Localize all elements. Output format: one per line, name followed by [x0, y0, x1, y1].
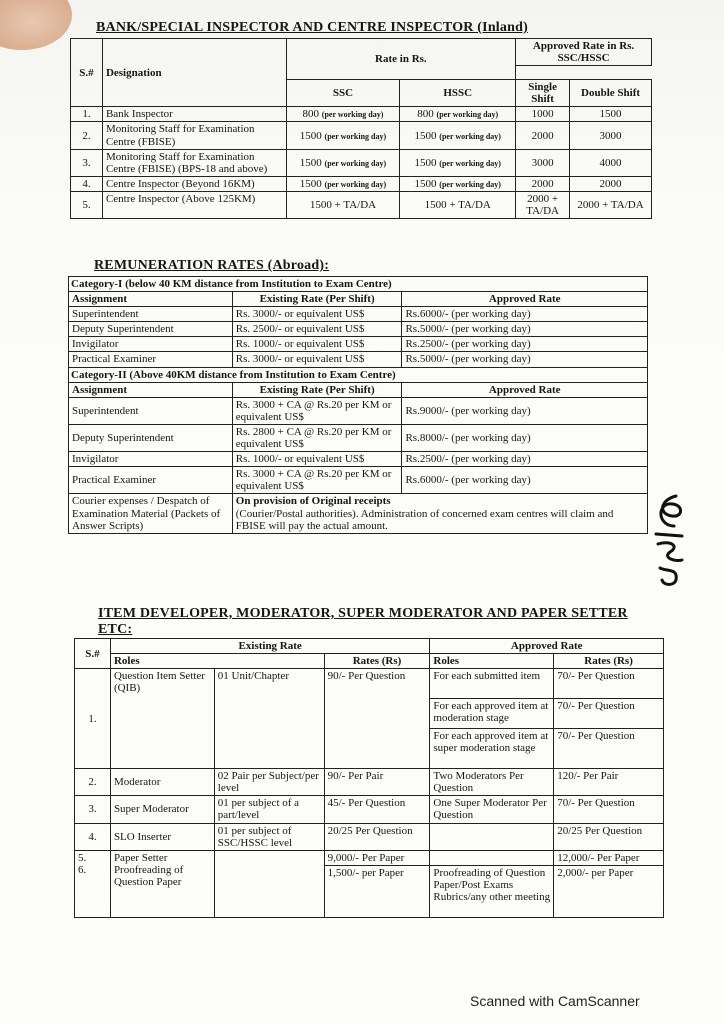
assignment-row	[69, 452, 648, 467]
role-row	[75, 769, 664, 796]
hssc-value: 1500 + TA/DA	[424, 198, 491, 211]
approved-rate-header: Approved Rate	[402, 292, 648, 307]
hssc-rate	[400, 191, 516, 218]
thumb-shadow	[0, 0, 72, 50]
row-sno: 3.	[71, 149, 103, 176]
hssc-value: 1500	[414, 177, 437, 190]
s3-sno-5: 5.	[78, 851, 87, 864]
single-shift-rate: 3000	[516, 149, 570, 176]
role-unit: 01 per subject of SSC/HSSC level	[214, 823, 324, 850]
existing-rate: Rs. 3000 + CA @ Rs.20 per KM or equivalent US$	[232, 467, 402, 494]
paper-setter-role: Paper Setter	[113, 851, 168, 864]
role-rate: 45/- Per Question	[324, 796, 430, 823]
double-shift-rate: 2000	[570, 176, 652, 191]
approved-rate: Rs.5000/- (per working day)	[402, 352, 648, 367]
s3-roles-5-6	[110, 850, 214, 917]
assignment-name: Practical Examiner	[69, 467, 233, 494]
hssc-note: (per working day)	[436, 110, 499, 120]
s3-sno-header: S.#	[75, 639, 111, 669]
single-shift-rate: 2000 + TA/DA	[516, 191, 570, 218]
role-rate: 90/- Per Pair	[324, 769, 430, 796]
ssc-value: 800	[302, 108, 320, 121]
courier-line1: On provision of Original receipts	[235, 495, 391, 508]
row-sno: 1.	[71, 107, 103, 122]
role-approved-rate: 20/25 Per Question	[554, 823, 664, 850]
assignment-name: Invigilator	[69, 337, 233, 352]
double-shift-rate: 3000	[570, 122, 652, 149]
assignment-row	[69, 352, 648, 367]
assignment-name: Superintendent	[69, 307, 233, 322]
ssc-note: (per working day)	[321, 110, 384, 120]
courier-rate	[232, 494, 647, 533]
footer-watermark: Scanned with CamScanner	[470, 993, 640, 1009]
section1-title: BANK/SPECIAL INSPECTOR AND CENTRE INSPECTOR (Inland)	[96, 20, 528, 35]
category-1-heading: Category-I (below 40 KM distance from Institution to Exam Centre)	[69, 277, 648, 292]
approved-rate: Rs.5000/- (per working day)	[402, 322, 648, 337]
approved-rate: Rs.8000/- (per working day)	[402, 424, 648, 451]
hssc-note: (per working day)	[439, 131, 501, 141]
hssc-rate	[400, 122, 516, 149]
qib-role: Question Item Setter (QIB)	[110, 669, 214, 769]
category-2-heading: Category-II (Above 40KM distance from Institution to Exam Centre)	[69, 367, 648, 382]
inland-row	[71, 191, 652, 218]
inland-row	[71, 149, 652, 176]
hssc-value: 800	[417, 108, 434, 121]
s3-sno-6: 6.	[78, 863, 87, 876]
category-1-rows	[69, 307, 648, 367]
row-sno: 4.	[71, 176, 103, 191]
row-designation: Monitoring Staff for Examination Centre (FBISE)	[102, 122, 286, 149]
s3-roles-header: Roles	[110, 654, 324, 669]
row-designation: Monitoring Staff for Examination Centre (FBISE) (BPS-18 and above)	[102, 149, 286, 176]
row-sno: 5.	[71, 191, 103, 218]
inland-row	[71, 107, 652, 122]
role-name: Moderator	[110, 769, 214, 796]
approved-rate: Rs.2500/- (per working day)	[402, 337, 648, 352]
double-shift-rate: 4000	[570, 149, 652, 176]
s3-rates-header: Rates (Rs)	[324, 654, 430, 669]
hssc-value: 1500	[414, 129, 437, 142]
designation-header: Designation	[102, 39, 286, 107]
role-rate: 20/25 Per Question	[324, 823, 430, 850]
assignment-name: Invigilator	[69, 452, 233, 467]
assignment-name: Deputy Superintendent	[69, 424, 233, 451]
qib-sno: 1.	[75, 669, 111, 769]
proofreading-rate: 1,500/- per Paper	[324, 865, 430, 917]
ssc-header: SSC	[286, 80, 400, 107]
role-row	[75, 796, 664, 823]
ssc-value: 1500	[299, 177, 322, 190]
ssc-value: 1500	[299, 156, 322, 169]
assignment-row	[69, 397, 648, 424]
section2-title: REMUNERATION RATES (Abroad):	[94, 258, 330, 273]
s3-rates2-header: Rates (Rs)	[554, 654, 664, 669]
s3-empty-arole	[430, 850, 554, 865]
proofreading-role: Proofreading of Question Paper	[113, 863, 184, 888]
role-sno: 2.	[75, 769, 111, 796]
single-shift-rate: 2000	[516, 176, 570, 191]
inland-row	[71, 122, 652, 149]
approved-header: Approved Rate in Rs. SSC/HSSC	[516, 39, 652, 66]
hssc-note: (per working day)	[439, 179, 501, 189]
rate-header: Rate in Rs.	[286, 39, 516, 80]
approved-rate-header: Approved Rate	[402, 382, 648, 397]
role-row	[75, 823, 664, 850]
double-shift-header: Double Shift	[570, 80, 652, 107]
row-designation: Bank Inspector	[102, 107, 286, 122]
approved-rate: Rs.6000/- (per working day)	[402, 467, 648, 494]
role-rows	[75, 769, 664, 851]
existing-rate: Rs. 1000/- or equivalent US$	[232, 337, 402, 352]
assignment-header: Assignment	[69, 382, 233, 397]
ssc-value: 1500 + TA/DA	[309, 198, 377, 211]
proofreading-approved-role: Proofreading of Question Paper/Post Exams Rubrics/any other meeting	[430, 865, 554, 917]
assignment-row	[69, 307, 648, 322]
courier-line2: (Courier/Postal authorities). Administration of concerned exam centres will claim and FBISE will pay the actual amount.	[235, 507, 614, 532]
row-designation: Centre Inspector (Beyond 16KM)	[102, 176, 286, 191]
role-approved-role: Two Moderators Per Question	[430, 769, 554, 796]
qib-rate: 90/- Per Question	[324, 669, 430, 769]
role-approved-role: One Super Moderator Per Question	[430, 796, 554, 823]
double-shift-rate: 2000 + TA/DA	[570, 191, 652, 218]
role-approved-role	[430, 823, 554, 850]
role-sno: 4.	[75, 823, 111, 850]
inland-rows	[71, 107, 652, 219]
assignment-row	[69, 424, 648, 451]
ssc-rate	[286, 149, 400, 176]
role-unit: 02 Pair per Subject/per level	[214, 769, 324, 796]
qib-unit: 01 Unit/Chapter	[214, 669, 324, 769]
double-shift-rate: 1500	[570, 107, 652, 122]
ssc-rate	[286, 176, 400, 191]
existing-rate: Rs. 1000/- or equivalent US$	[232, 452, 402, 467]
assignment-name: Practical Examiner	[69, 352, 233, 367]
role-name: SLO Inserter	[110, 823, 214, 850]
s3-approved-header: Approved Rate	[430, 639, 664, 654]
ssc-value: 1500	[299, 129, 322, 142]
approved-rate: Rs.9000/- (per working day)	[402, 397, 648, 424]
inland-row	[71, 176, 652, 191]
hssc-rate	[400, 149, 516, 176]
single-shift-rate: 1000	[516, 107, 570, 122]
assignment-row	[69, 337, 648, 352]
abroad-rates-table	[68, 276, 648, 534]
qib-approved-role: For each submitted item	[430, 669, 554, 699]
ssc-note: (per working day)	[324, 158, 387, 168]
qib-approved-role: For each approved item at moderation stage	[430, 699, 554, 729]
signature-icon	[646, 490, 692, 590]
ssc-rate	[286, 122, 400, 149]
inland-rates-table	[70, 38, 652, 219]
sno-header: S.#	[71, 39, 103, 107]
role-sno: 3.	[75, 796, 111, 823]
role-unit: 01 per subject of a part/level	[214, 796, 324, 823]
existing-rate: Rs. 3000/- or equivalent US$	[232, 352, 402, 367]
hssc-header: HSSC	[400, 80, 516, 107]
proofreading-approved-rate: 2,000/- per Paper	[554, 865, 664, 917]
assignment-header: Assignment	[69, 292, 233, 307]
qib-approved-role: For each approved item at super moderation stage	[430, 729, 554, 769]
qib-approved-rate: 70/- Per Question	[554, 669, 664, 699]
ssc-rate	[286, 191, 400, 218]
qib-approved-rate: 70/- Per Question	[554, 729, 664, 769]
item-developer-table	[74, 638, 664, 918]
existing-rate: Rs. 3000/- or equivalent US$	[232, 307, 402, 322]
s3-sno-5-6	[75, 850, 111, 917]
s3-empty-unit	[214, 850, 324, 917]
row-sno: 2.	[71, 122, 103, 149]
existing-rate: Rs. 2500/- or equivalent US$	[232, 322, 402, 337]
approved-rate: Rs.2500/- (per working day)	[402, 452, 648, 467]
assignment-row	[69, 322, 648, 337]
existing-rate: Rs. 3000 + CA @ Rs.20 per KM or equivalent US$	[232, 397, 402, 424]
paper-setter-approved-rate: 12,000/- Per Paper	[554, 850, 664, 865]
ssc-note: (per working day)	[324, 131, 387, 141]
single-shift-rate: 2000	[516, 122, 570, 149]
assignment-row	[69, 467, 648, 494]
paper-setter-rate: 9,000/- Per Paper	[324, 850, 430, 865]
hssc-rate	[400, 176, 516, 191]
existing-rate-header: Existing Rate (Per Shift)	[232, 292, 402, 307]
hssc-value: 1500	[414, 156, 437, 169]
hssc-rate	[400, 107, 516, 122]
courier-assignment: Courier expenses / Despatch of Examination Material (Packets of Answer Scripts)	[69, 494, 233, 533]
role-name: Super Moderator	[110, 796, 214, 823]
existing-rate: Rs. 2800 + CA @ Rs.20 per KM or equivalent US$	[232, 424, 402, 451]
single-shift-header: Single Shift	[516, 80, 570, 107]
ssc-note: (per working day)	[324, 179, 387, 189]
category-2-rows	[69, 397, 648, 494]
section3-title: ITEM DEVELOPER, MODERATOR, SUPER MODERATOR AND PAPER SETTER ETC:	[98, 606, 628, 637]
ssc-rate	[286, 107, 400, 122]
approved-rate: Rs.6000/- (per working day)	[402, 307, 648, 322]
s3-roles2-header: Roles	[430, 654, 554, 669]
s3-existing-header: Existing Rate	[110, 639, 429, 654]
existing-rate-header: Existing Rate (Per Shift)	[232, 382, 402, 397]
assignment-name: Superintendent	[69, 397, 233, 424]
qib-approved-rate: 70/- Per Question	[554, 699, 664, 729]
row-designation: Centre Inspector (Above 125KM)	[102, 191, 286, 218]
assignment-name: Deputy Superintendent	[69, 322, 233, 337]
hssc-note: (per working day)	[439, 158, 501, 168]
role-approved-rate: 120/- Per Pair	[554, 769, 664, 796]
role-approved-rate: 70/- Per Question	[554, 796, 664, 823]
